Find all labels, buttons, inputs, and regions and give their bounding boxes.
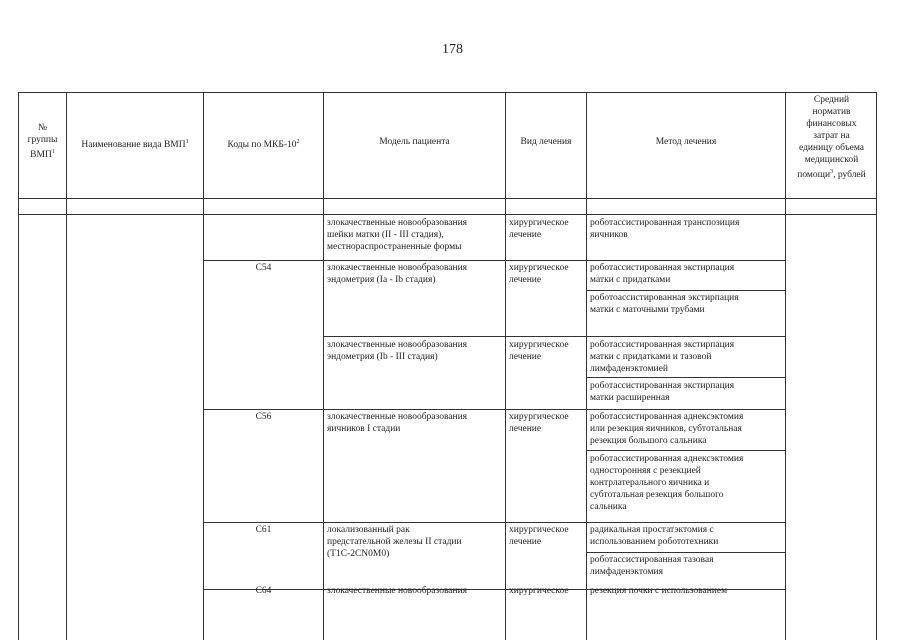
method-separator <box>586 290 785 291</box>
treatment-method-cell: роботоассистированная экстирпация матки с маточными трубами <box>590 293 739 315</box>
header-patient-model: Модель пациента <box>379 137 450 147</box>
column-border <box>323 92 324 640</box>
treatment-method-cell: роботассистированная тазовая лимфаденэктомия <box>590 555 714 577</box>
treatment-type-cell: хирургическое лечение <box>509 340 569 362</box>
method-separator <box>586 552 785 553</box>
icd-code-cell: C56 <box>255 412 272 422</box>
treatment-type-cell: хирургическое лечение <box>509 218 569 240</box>
treatment-type-cell: хирургическое лечение <box>509 525 569 547</box>
header-cost: Средний норматив финансовых затрат на единицу объема медицинской помощи$^3$, рублей <box>797 95 866 181</box>
treatment-method-cell: роботассистированная экстирпация матки расширенная <box>590 381 735 403</box>
header-treatment-method: Метод лечения <box>655 137 717 147</box>
patient-model-cell: злокачественные новообразования яичников I стадии <box>327 412 468 434</box>
treatment-method-cell: резекция почки с использованием <box>590 586 728 596</box>
patient-model-cell: злокачественные новообразования эндометрия (Ib - III стадия) <box>327 340 468 362</box>
header-icd-codes: Коды по МКБ-$10^2$ <box>227 139 300 151</box>
column-border <box>203 92 204 640</box>
method-separator <box>586 450 785 451</box>
icd-code-cell: C64 <box>255 586 272 596</box>
treatment-method-cell: роботассистированная экстирпация матки с придатками и тазовой лимфаденэктомией <box>590 340 735 374</box>
numbering-row-border <box>18 214 877 215</box>
column-border <box>18 92 19 640</box>
patient-model-cell: злокачественные новообразования <box>327 586 468 596</box>
treatment-type-cell: хирургическое лечение <box>509 412 569 434</box>
header-group-no: № группы ВМП$^1$ <box>27 123 58 161</box>
row-separator <box>203 260 785 261</box>
column-border <box>785 92 786 640</box>
method-separator <box>586 377 785 378</box>
treatment-method-cell: роботассистированная транспозиция яичников <box>590 218 740 240</box>
treatment-method-cell: радикальная простатэктомия с использованием робототехники <box>590 525 719 547</box>
treatment-type-cell: хирургическое <box>509 586 569 596</box>
treatment-method-cell: роботассистированная аднексэктомия односторонняя с резекцией контрлатерального яичника и субтотальная резекция большого сальника <box>590 454 744 512</box>
patient-model-cell: локализованный рак предстательной железы II стадии (T1C-2CN0M0) <box>327 525 462 559</box>
column-border <box>876 92 877 640</box>
column-border <box>586 92 587 640</box>
treatment-type-cell: хирургическое лечение <box>509 263 569 285</box>
treatment-method-cell: роботассистированная аднексэктомия или резекция яичников, субтотальная резекция большого сальника <box>590 412 744 446</box>
page-number: 178 <box>442 42 463 57</box>
table-top-border <box>18 92 877 93</box>
header-bottom-border <box>18 198 877 199</box>
treatment-method-cell: роботассистированная экстирпация матки с придатками <box>590 263 735 285</box>
vmp-table <box>18 92 877 640</box>
column-border <box>66 92 67 640</box>
header-treatment-type: Вид лечения <box>520 137 572 147</box>
icd-code-cell: C54 <box>255 263 272 273</box>
row-separator <box>203 409 785 410</box>
column-border <box>505 92 506 640</box>
patient-model-cell: злокачественные новообразования эндометрия (Ia - Ib стадия) <box>327 263 468 285</box>
header-vmp-name: Наименование вида ВМП$^1$ <box>81 139 189 151</box>
row-separator <box>203 522 785 523</box>
row-separator <box>323 336 785 337</box>
icd-code-cell: C61 <box>255 525 272 535</box>
patient-model-cell: злокачественные новообразования шейки матки (II - III стадия), местнораспространенные формы <box>327 218 468 252</box>
